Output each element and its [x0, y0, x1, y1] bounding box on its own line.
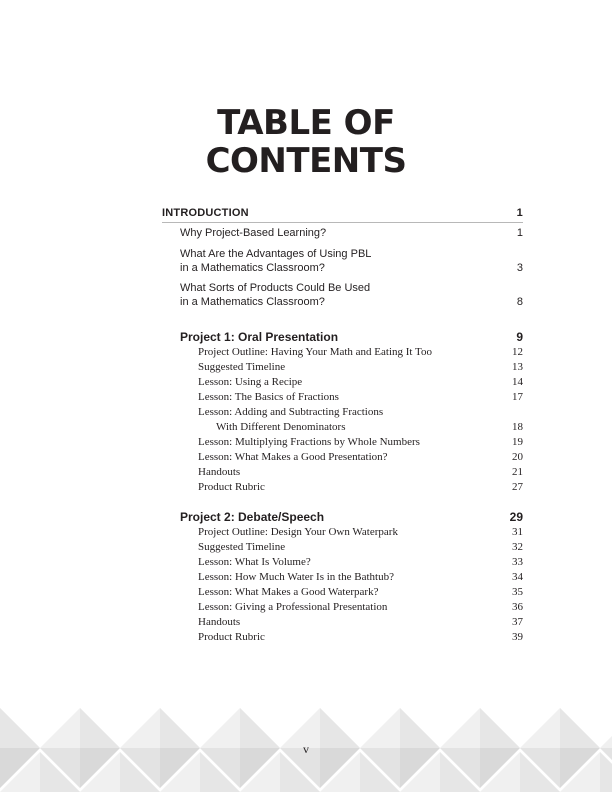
toc-entry-text: Lesson: What Is Volume?: [198, 556, 311, 568]
toc-entry[interactable]: [198, 345, 523, 360]
introduction-heading[interactable]: [162, 206, 523, 223]
title-line-1: TABLE OF: [217, 103, 395, 143]
toc-entry-text-cont: in a Mathematics Classroom?: [180, 296, 325, 308]
toc-entry-page: 12: [512, 346, 523, 358]
toc-entry[interactable]: [198, 450, 523, 465]
toc-entry[interactable]: [198, 630, 523, 645]
toc-entry-page: 39: [512, 631, 523, 643]
toc-entry-page: 3: [516, 262, 523, 274]
toc-entry-text: Lesson: How Much Water Is in the Bathtub?: [198, 571, 394, 583]
page-number: v: [303, 742, 309, 756]
toc-entry-page: 20: [512, 451, 523, 463]
toc-entry[interactable]: [198, 390, 523, 405]
toc-entry-text: Lesson: Using a Recipe: [198, 376, 303, 388]
toc-entry-text: Project Outline: Design Your Own Waterpark: [198, 526, 398, 538]
toc-entry-text: Handouts: [198, 616, 241, 628]
project-page: 29: [509, 510, 523, 524]
toc-entry-text: Lesson: Multiplying Fractions by Whole Numbers: [198, 436, 420, 448]
toc-entry-page: 37: [512, 616, 523, 628]
toc-entry[interactable]: [198, 360, 523, 375]
toc-entry-page: 14: [512, 376, 523, 388]
toc-entry[interactable]: [180, 226, 523, 240]
toc-entry-page: 35: [512, 586, 523, 598]
toc-entry-page: 33: [512, 556, 523, 568]
project-title: Project 2: Debate/Speech: [180, 510, 325, 524]
toc-entry[interactable]: [198, 405, 523, 435]
toc-entry-page: 8: [516, 296, 523, 308]
toc-entry[interactable]: [198, 585, 523, 600]
project-1-heading[interactable]: [180, 330, 523, 344]
toc-entry-text-cont: With Different Denominators: [216, 421, 346, 433]
toc-entry-text: Handouts: [198, 466, 241, 478]
toc-entry[interactable]: [198, 615, 523, 630]
toc-entry-page: 31: [512, 526, 523, 538]
introduction-label: INTRODUCTION: [162, 207, 249, 219]
toc-entry-page: 36: [512, 601, 523, 613]
introduction-page: 1: [516, 207, 523, 219]
toc-entry-text: Why Project-Based Learning?: [180, 227, 327, 239]
toc-entry[interactable]: [198, 375, 523, 390]
toc-entry[interactable]: [198, 570, 523, 585]
toc-entry-text: What Are the Advantages of Using PBL: [180, 248, 372, 260]
toc-entry-text: Lesson: Adding and Subtracting Fractions: [198, 406, 384, 418]
toc-entry-page: 18: [512, 421, 523, 433]
toc-entry-page: 27: [512, 481, 523, 493]
toc-entry-text: Project Outline: Having Your Math and Eating It Too: [198, 346, 432, 358]
toc-entry-page: 13: [512, 361, 523, 373]
toc-entry[interactable]: [198, 480, 523, 495]
toc-entry-text: Lesson: What Makes a Good Presentation?: [198, 451, 388, 463]
toc-entry[interactable]: [198, 435, 523, 450]
toc-entry-page: 19: [512, 436, 523, 448]
toc-entry[interactable]: [198, 465, 523, 480]
toc-entry-text: Product Rubric: [198, 631, 265, 643]
toc-entry[interactable]: [198, 525, 523, 540]
toc-entry-text: Product Rubric: [198, 481, 265, 493]
project-page: 9: [516, 330, 523, 344]
toc-entry-page: 21: [512, 466, 523, 478]
toc-entry-text: What Sorts of Products Could Be Used: [180, 282, 371, 294]
project-2-heading[interactable]: [180, 510, 523, 524]
toc-entry-page: 1: [516, 227, 523, 239]
toc-entry[interactable]: [198, 600, 523, 615]
page-title: [0, 104, 612, 180]
toc-entry-page: 32: [512, 541, 523, 553]
toc-entry-page: 34: [512, 571, 523, 583]
toc-entry[interactable]: [198, 540, 523, 555]
project-title: Project 1: Oral Presentation: [180, 330, 339, 344]
toc-entry-text-cont: in a Mathematics Classroom?: [180, 262, 325, 274]
toc-entry-text: Lesson: The Basics of Fractions: [198, 391, 339, 403]
toc-entry[interactable]: [180, 281, 523, 309]
toc-entry-text: Lesson: Giving a Professional Presentation: [198, 601, 388, 613]
toc-entry-text: Suggested Timeline: [198, 361, 286, 373]
toc-entry[interactable]: [180, 247, 523, 275]
toc-entry[interactable]: [198, 555, 523, 570]
title-line-2: CONTENTS: [205, 141, 407, 181]
toc-entry-text: Suggested Timeline: [198, 541, 286, 553]
toc-entry-text: Lesson: What Makes a Good Waterpark?: [198, 586, 379, 598]
toc-entry-page: 17: [512, 391, 523, 403]
